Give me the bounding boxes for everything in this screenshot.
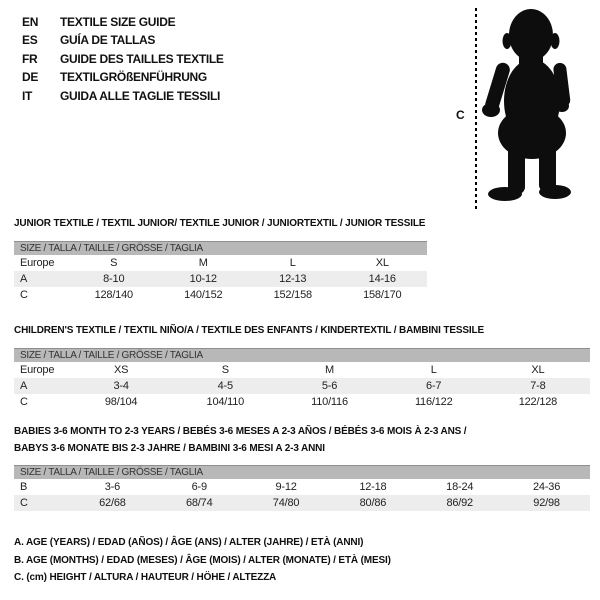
table-cell: XL [531, 364, 545, 376]
table-cell: S [221, 364, 229, 376]
table-cell: 7-8 [530, 380, 546, 392]
row-label: C [20, 497, 28, 509]
table-cell: 140/152 [184, 289, 223, 301]
table-cell: M [325, 364, 334, 376]
table-cell: L [289, 257, 296, 269]
table-cell: 3-4 [113, 380, 129, 392]
title-line: CHILDREN'S TEXTILE / TEXTIL NIÑO/A / TEXTILE DES ENFANTS / KINDERTEXTIL / BAMBINI TESSILE [14, 325, 484, 336]
table-cell: 80/86 [359, 497, 387, 509]
table-cell: 110/116 [311, 396, 348, 408]
table-cell: 14-16 [368, 273, 396, 285]
title-line: BABIES 3-6 MONTH TO 2-3 YEARS / BEBÉS 3-6 MESES A 2-3 AÑOS / BÉBÉS 3-6 MOIS À 2-3 ANS / [14, 426, 467, 437]
table-cell: 128/140 [94, 289, 133, 301]
table-body [14, 362, 590, 410]
size-header-bar: SIZE / TALLA / TAILLE / GRÖSSE / TAGLIA [14, 241, 427, 255]
table-body [14, 255, 427, 303]
list-item [22, 31, 224, 49]
table-cell: 104/110 [206, 396, 245, 408]
language-code: FR [22, 51, 38, 66]
table-body [14, 479, 590, 511]
table-cell: 68/74 [185, 497, 213, 509]
language-label: TEXTILE SIZE GUIDE [60, 15, 176, 29]
size-header-bar: SIZE / TALLA / TAILLE / GRÖSSE / TAGLIA [14, 348, 590, 362]
language-code: DE [22, 70, 39, 85]
table-cell: 6-7 [426, 380, 442, 392]
row-label: Europe [20, 364, 55, 376]
table-cell: 4-5 [217, 380, 233, 392]
language-label: GUÍA DE TALLAS [60, 33, 156, 48]
size-header-bar: SIZE / TALLA / TAILLE / GRÖSSE / TAGLIA [14, 465, 590, 479]
table-row [14, 287, 427, 303]
baby-silhouette-image [481, 6, 593, 208]
table-row [14, 362, 590, 378]
row-label: C [20, 396, 28, 408]
table-cell: XS [113, 364, 129, 376]
babies-table-title [14, 423, 466, 457]
measurement-legend [14, 534, 391, 587]
table-cell: XL [375, 257, 389, 269]
table-row [14, 378, 590, 394]
table-cell: 6-9 [191, 481, 207, 493]
row-label: B [20, 481, 28, 493]
table-cell: 12-13 [279, 273, 307, 285]
language-code: IT [22, 88, 33, 103]
height-dotted-line [475, 8, 477, 209]
children-table-title [14, 322, 484, 339]
table-cell: 152/158 [273, 289, 312, 301]
language-label: GUIDA ALLE TAGLIE TESSILI [60, 88, 221, 103]
table-cell: 18-24 [446, 481, 474, 493]
table-cell: 98/104 [104, 396, 138, 408]
language-label: GUIDE DES TAILLES TEXTILE [60, 51, 224, 66]
row-label: Europe [20, 257, 55, 269]
legend-line-b: B. AGE (MONTHS) / EDAD (MESES) / ÂGE (MOIS) / ALTER (MONATE) / ETÀ (MESI) [14, 554, 391, 566]
junior-size-table [14, 241, 427, 303]
list-item [22, 50, 224, 68]
height-measure-label: C [456, 108, 465, 122]
table-cell: 3-6 [104, 481, 121, 493]
title-line: JUNIOR TEXTILE / TEXTIL JUNIOR/ TEXTILE JUNIOR / JUNIORTEXTIL / JUNIOR TESSILE [14, 218, 426, 229]
table-row [14, 394, 590, 410]
table-row [14, 255, 427, 271]
list-item [22, 13, 224, 31]
children-size-table [14, 348, 590, 410]
table-cell: 10-12 [189, 273, 217, 285]
table-cell: 74/80 [272, 497, 300, 509]
list-item [22, 68, 224, 86]
table-cell: 8-10 [103, 273, 125, 285]
table-row [14, 479, 590, 495]
row-label: A [20, 380, 28, 392]
table-cell: 122/128 [518, 396, 558, 408]
title-line: BABYS 3-6 MONATE BIS 2-3 JAHRE / BAMBINI 3-6 MESI A 2-3 ANNI [14, 443, 325, 454]
legend-line-a: A. AGE (YEARS) / EDAD (AÑOS) / ÂGE (ANS) / ALTER (JAHRE) / ETÀ (ANNI) [14, 537, 364, 548]
language-label: TEXTILGRÖßENFÜHRUNG [60, 70, 207, 85]
junior-table-title [14, 215, 425, 232]
table-cell: 9-12 [275, 481, 297, 493]
table-cell: 12-18 [359, 481, 387, 493]
row-label: C [20, 289, 28, 301]
table-cell: 5-6 [321, 380, 338, 392]
row-label: A [20, 273, 28, 285]
table-cell: M [198, 257, 208, 269]
list-item [22, 87, 224, 105]
language-code: EN [22, 15, 39, 29]
table-row [14, 271, 427, 287]
table-cell: L [430, 364, 437, 376]
table-cell: 24-36 [532, 481, 561, 493]
legend-line-c: C. (cm) HEIGHT / ALTURA / HAUTEUR / HÖHE / ALTEZZA [14, 572, 277, 583]
table-cell: 86/92 [446, 497, 473, 509]
table-cell: S [110, 257, 118, 269]
language-guide-list [22, 13, 224, 105]
table-cell: 62/68 [99, 497, 126, 509]
table-row [14, 495, 590, 511]
table-cell: 92/98 [533, 497, 560, 509]
table-cell: 158/170 [363, 289, 402, 301]
table-cell: 116/122 [414, 396, 453, 408]
language-code: ES [22, 33, 38, 48]
babies-size-table [14, 465, 590, 511]
